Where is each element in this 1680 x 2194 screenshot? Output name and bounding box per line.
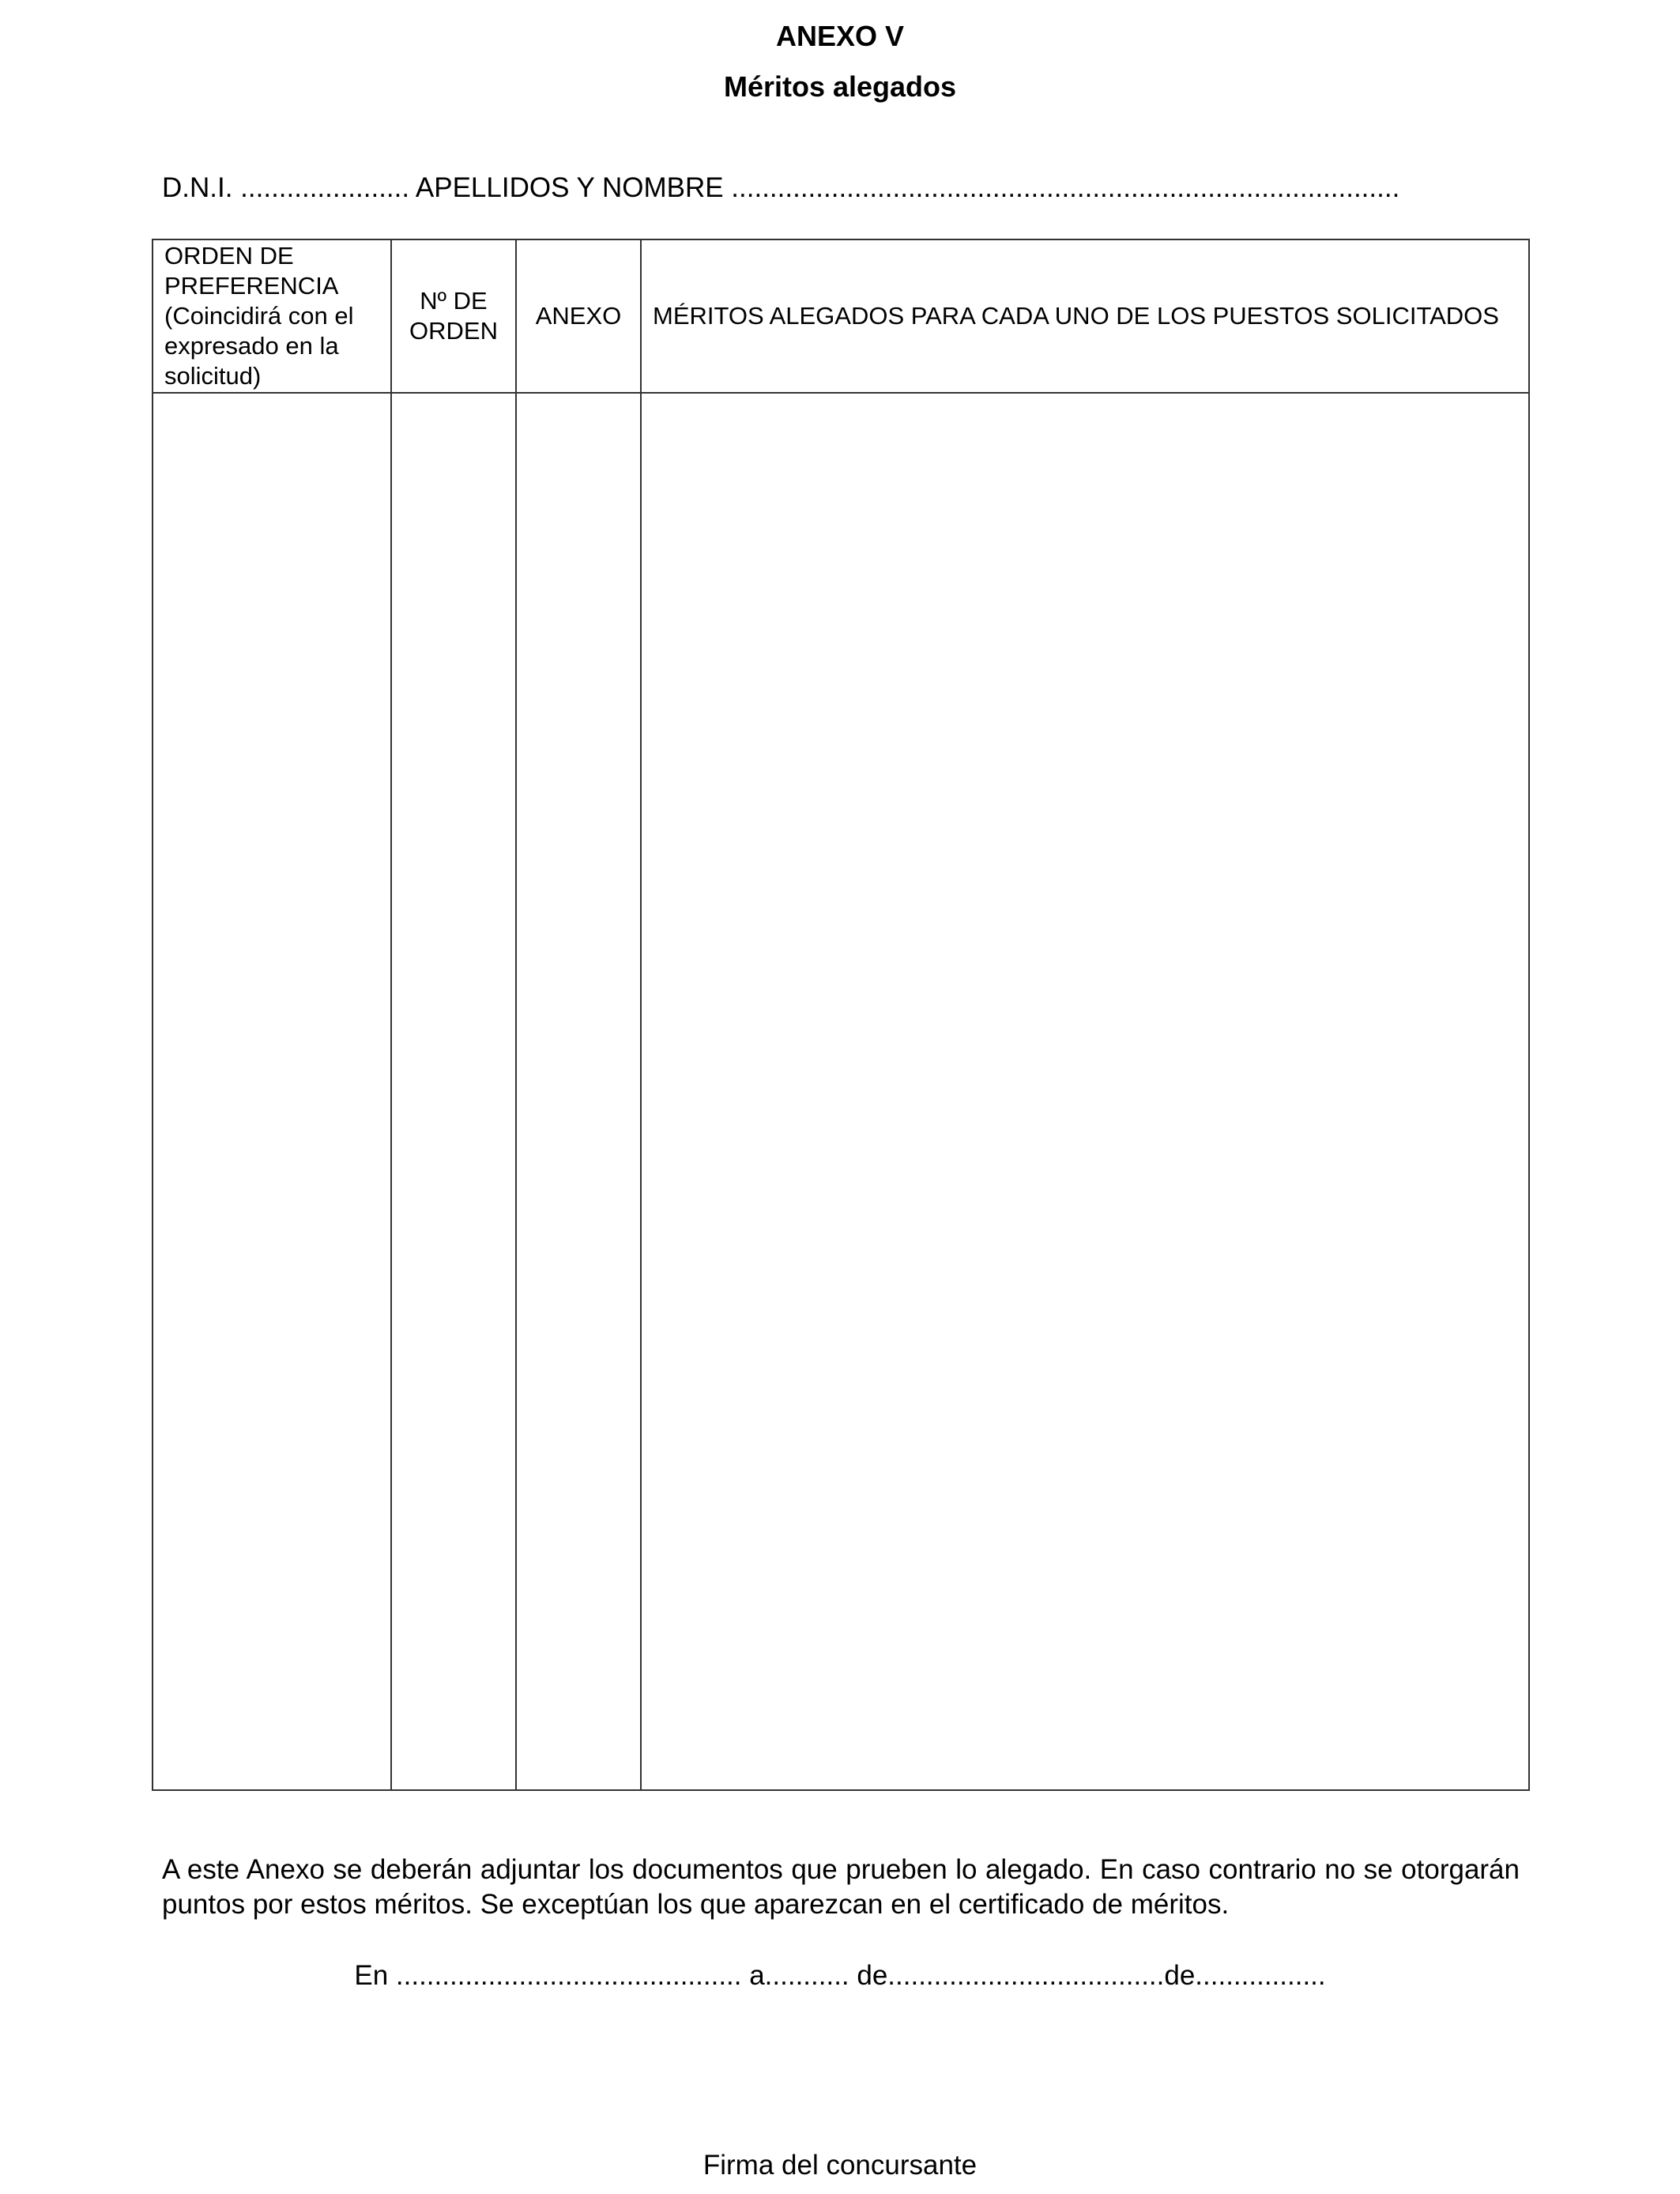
header-order-number: Nº DE ORDEN: [391, 239, 516, 393]
merits-table-body-row: [153, 393, 1529, 1790]
order-number-cell[interactable]: [391, 393, 516, 1790]
attachment-note: A este Anexo se deberán adjuntar los documentos que prueben lo alegado. En caso contrario no se otorgarán puntos por estos méritos. Se exceptúan los que aparezcan en el certificado de méritos.: [162, 1854, 1520, 1920]
document-subtitle: Méritos alegados: [723, 70, 957, 103]
place-date-line: En ............................................. a........... de....................................de.................: [354, 1960, 1326, 1991]
preference-order-cell[interactable]: [153, 393, 391, 1790]
header-annex: ANEXO: [516, 239, 641, 393]
signature-label: Firma del concursante: [703, 2150, 977, 2181]
applicant-id-name-line: D.N.I. ...................... APELLIDOS Y NOMBRE .......................................................................................: [162, 172, 1400, 203]
merits-table: [152, 239, 1530, 1791]
annex-cell[interactable]: [516, 393, 641, 1790]
merits-cell[interactable]: [641, 393, 1529, 1790]
merits-table-header-row: [153, 239, 1529, 393]
header-merits: MÉRITOS ALEGADOS PARA CADA UNO DE LOS PUESTOS SOLICITADOS: [641, 239, 1529, 393]
document-title: ANEXO V: [775, 20, 905, 52]
header-preference-order: ORDEN DE PREFERENCIA (Coincidirá con el expresado en la solicitud): [153, 239, 391, 393]
